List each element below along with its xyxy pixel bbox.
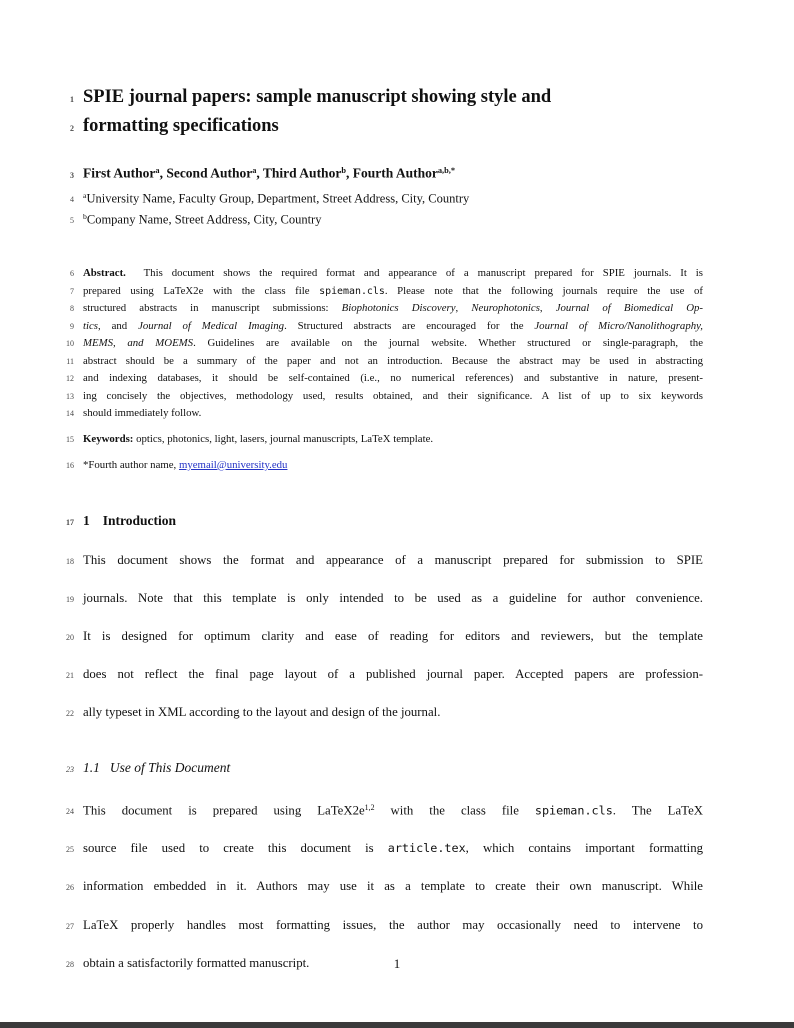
subsection-1-1-paragraph [0, 789, 794, 983]
superscript: 1,2 [364, 802, 375, 812]
text-segment: , [455, 302, 472, 315]
text-segment: , which contains important formatting [465, 841, 703, 856]
text-segment: , Third Author [256, 165, 342, 181]
line-number: 20 [66, 633, 74, 642]
text-segment: formatting specifications [83, 116, 279, 136]
text-segment: Use of This Document [109, 759, 231, 775]
line-text [83, 542, 703, 579]
line-number: 19 [66, 594, 74, 604]
document-line [57, 618, 703, 656]
superscript: a,b,* [437, 166, 456, 175]
text-segment: journals. Note that this template is only intended to be used as a guideline for author convenience. [83, 590, 703, 605]
email-link[interactable]: myemail@university.edu [178, 458, 288, 471]
text-segment: ing concisely the objectives, methodology used, results obtained, and their significance. A list of up to six keywords [83, 389, 703, 402]
text-segment: *Fourth author name, [83, 458, 179, 471]
line-text [83, 457, 703, 473]
line-number: 3 [70, 170, 74, 180]
line-text [83, 300, 703, 317]
document-line [57, 868, 703, 906]
line-number: 4 [70, 194, 74, 204]
line-text [83, 388, 703, 405]
abstract [0, 265, 794, 423]
superscript: b [83, 211, 87, 221]
bold-text: Abstract. [83, 267, 126, 280]
line-text [83, 335, 703, 352]
line-text [83, 580, 703, 617]
document-line [57, 457, 703, 474]
text-segment: should immediately follow. [83, 407, 202, 420]
document-line [57, 830, 703, 868]
document-line [57, 335, 703, 353]
line-number: 9 [70, 321, 74, 331]
author-byline [0, 162, 794, 185]
text-segment: source file used to create this document is [83, 841, 388, 856]
line-number: 24 [66, 806, 74, 816]
document-line [57, 113, 703, 142]
line-number: 10 [66, 339, 74, 349]
line-text [83, 318, 703, 335]
text-segment: does not reflect the final page layout of a published journal paper. Accepted papers are profession- [83, 667, 703, 682]
text-segment: abstract should be a summary of the paper and not an introduction. Because the abstract may be used in abstracting [83, 354, 703, 367]
line-text [83, 113, 703, 139]
text-segment: , and [98, 319, 139, 332]
section-number: 1.1 [83, 759, 100, 775]
code-text: spieman.cls [534, 802, 613, 817]
document-line [57, 162, 703, 185]
line-text [83, 84, 703, 110]
text-segment: with the class file [374, 802, 535, 817]
line-text [83, 759, 703, 777]
line-number: 22 [66, 709, 74, 719]
section-1-paragraph [0, 542, 794, 733]
line-text [83, 187, 703, 207]
document-line [57, 405, 703, 423]
document-line [57, 318, 703, 336]
italic-text: Journal of Medical Imaging [138, 319, 285, 332]
document-line [57, 542, 703, 580]
affiliations [0, 187, 794, 230]
line-text [83, 907, 703, 944]
text-segment: This document is prepared using LaTeX2e [83, 802, 365, 817]
text-segment: . Structured abstracts are encouraged for the [284, 319, 535, 332]
text-segment: information embedded in it. Authors may use it as a template to create their own manuscript. While [83, 879, 703, 894]
line-text [83, 789, 703, 830]
line-number: 21 [66, 671, 74, 681]
line-number: 16 [66, 460, 74, 470]
subsection-1-1-heading [0, 759, 794, 779]
text-segment: It is designed for optimum clarity and ease of reading for editors and reviewers, but the template [83, 629, 703, 643]
document-line [57, 388, 703, 406]
text-segment: structured abstracts in manuscript submissions: [83, 302, 342, 315]
document-line [57, 512, 703, 532]
document-line [57, 353, 703, 371]
text-segment: . The LaTeX [612, 802, 703, 817]
line-number: 6 [70, 269, 74, 279]
document-line [57, 580, 703, 618]
text-segment: obtain a satisfactorily formatted manuscript. [83, 955, 310, 970]
line-number: 18 [66, 556, 74, 566]
superscript: a [155, 166, 160, 175]
line-text [83, 208, 703, 228]
text-segment: , Fourth Author [345, 165, 438, 181]
line-number: 5 [70, 216, 74, 226]
document-line [57, 187, 703, 208]
text-segment: SPIE journal papers: sample manuscript showing style and [83, 87, 552, 107]
page-bottom-edge [0, 1022, 794, 1028]
line-text [83, 618, 703, 655]
code-text: spieman.cls [319, 285, 385, 297]
code-text: article.tex [387, 841, 466, 856]
text-segment: This document shows the required format and appearance of a manuscript prepared for SPIE journals. It is [125, 267, 703, 280]
superscript: b [341, 166, 346, 175]
document-line [57, 759, 703, 779]
italic-text: tics [83, 319, 98, 332]
author-footnote [0, 457, 794, 474]
document-line [57, 789, 703, 831]
line-number: 8 [70, 304, 74, 314]
line-text [83, 405, 703, 422]
line-text [83, 162, 703, 183]
line-text [83, 830, 703, 867]
line-number: 14 [66, 409, 74, 419]
line-number: 25 [66, 845, 74, 855]
document-line [57, 431, 703, 448]
text-segment: ally typeset in XML according to the layout and design of the journal. [83, 705, 441, 720]
line-number: 23 [66, 764, 74, 774]
line-text [83, 431, 703, 447]
document-line [57, 265, 703, 283]
line-number: 28 [66, 959, 74, 969]
line-text [83, 370, 703, 387]
line-number: 1 [70, 95, 74, 104]
line-number: 11 [66, 356, 74, 366]
document-line [57, 694, 703, 732]
line-number: 27 [66, 921, 74, 931]
line-text [83, 353, 703, 370]
italic-text: Neurophotonics [471, 302, 540, 315]
bold-text: Keywords: [83, 432, 134, 445]
keywords [0, 431, 794, 448]
document-line [57, 656, 703, 694]
text-segment: prepared using LaTeX2e with the class file [83, 284, 320, 297]
paper-title [0, 84, 794, 142]
text-segment: optics, photonics, light, lasers, journal manuscripts, LaTeX template. [133, 432, 434, 445]
line-number: 12 [66, 374, 74, 384]
line-text [83, 265, 703, 282]
text-segment: This document shows the format and appearance of a manuscript prepared for submission to SPIE [83, 552, 703, 567]
text-segment: Introduction [102, 512, 177, 528]
line-number: 15 [66, 434, 74, 444]
line-text [83, 694, 703, 731]
document-line [57, 907, 703, 945]
line-text [83, 283, 703, 301]
line-number: 13 [66, 391, 74, 401]
section-number: 1 [83, 512, 90, 528]
line-text [83, 512, 703, 530]
text-segment: , [539, 302, 556, 315]
text-segment: . Guidelines are available on the journal website. Whether structured or single-paragraph, the [193, 337, 703, 350]
text-segment: , Second Author [159, 165, 253, 181]
text-segment: First Author [83, 165, 156, 181]
line-number: 17 [66, 517, 74, 527]
superscript: a [83, 190, 87, 200]
text-segment: Company Name, Street Address, City, Country [86, 212, 322, 227]
superscript: a [252, 166, 257, 175]
document-line [57, 300, 703, 318]
italic-text: Journal of Micro/Nanolithography, [534, 319, 704, 332]
document-line [57, 84, 703, 113]
document-line [57, 283, 703, 301]
line-number: 7 [70, 286, 74, 296]
text-segment: . Please note that the following journals require the use of [384, 284, 703, 297]
text-segment: University Name, Faculty Group, Department, Street Address, City, Country [86, 190, 470, 205]
italic-text: Biophotonics Discovery [341, 302, 456, 315]
line-number: 2 [70, 124, 74, 133]
text-segment: LaTeX properly handles most formatting issues, the author may occasionally need to intervene to [83, 917, 703, 932]
line-text [83, 868, 703, 905]
document-line [57, 208, 703, 229]
text-segment: and indexing databases, it should be self-contained (i.e., no numerical references) and substantive in nature, present- [83, 372, 703, 385]
line-text [83, 656, 703, 693]
document-line [57, 370, 703, 388]
italic-text: MEMS, and MOEMS [83, 337, 194, 350]
italic-text: Journal of Biomedical Op- [555, 302, 703, 315]
page-number: 1 [393, 956, 401, 971]
section-1-heading [0, 512, 794, 532]
line-number: 26 [66, 883, 74, 893]
